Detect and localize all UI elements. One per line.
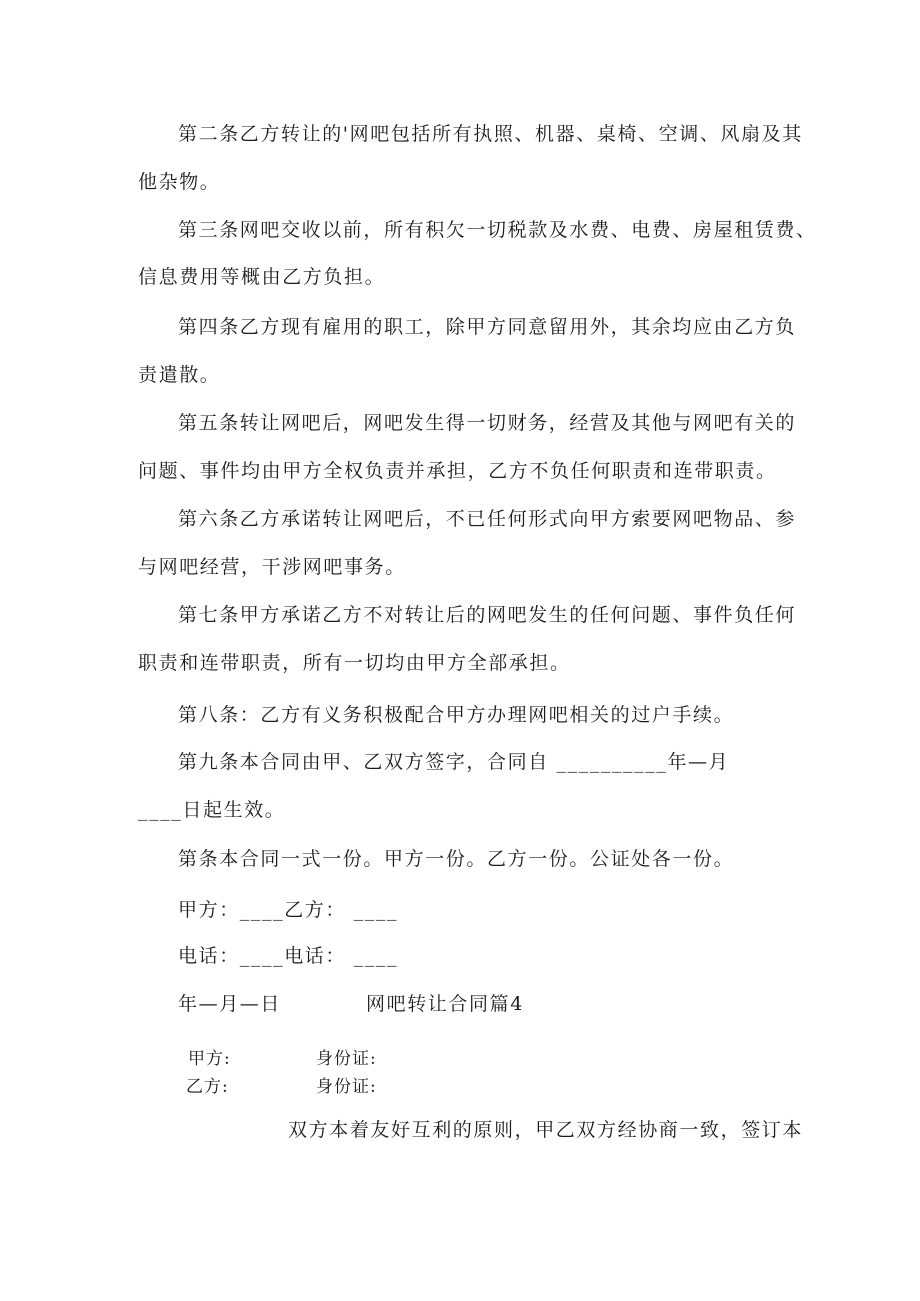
clause-8: 第八条：乙方有义务积极配合甲方办理网吧相关的过户手续。 — [178, 704, 735, 726]
date-line: 年—月—日 — [178, 993, 282, 1015]
clause-7-line-1: 第七条甲方承诺乙方不对转让后的网吧发生的任何问题、事件负任何 — [178, 604, 797, 626]
party-b-label: 乙方: — [186, 1077, 229, 1097]
clause-2-line-1: 第二条乙方转让的'网吧包括所有执照、机器、桌椅、空调、风扇及其 — [178, 123, 803, 145]
clause-copies: 第条本合同一式一份。甲方一份。乙方一份。公证处各一份。 — [178, 848, 735, 870]
section-title: 网吧转让合同篇4 — [366, 993, 524, 1015]
clause-9-line-2: ____日起生效。 — [138, 799, 286, 821]
clause-2-line-2: 他杂物。 — [138, 171, 221, 193]
clause-3-line-1: 第三条网吧交收以前，所有积欠一切税款及水费、电费、房屋租赁费、 — [178, 219, 817, 241]
clause-7-line-2: 职责和连带职责，所有一切均由甲方全部承担。 — [138, 652, 571, 674]
clause-9-line-1: 第九条本合同由甲、乙双方签字，合同自 __________年—月 — [178, 751, 730, 773]
clause-5-line-2: 问题、事件均由甲方全权负责并承担，乙方不负任何职责和连带职责。 — [138, 460, 777, 482]
party-a-id-label: 身份证: — [316, 1049, 377, 1069]
clause-4-line-2: 责遣散。 — [138, 364, 221, 386]
party-a-label: 甲方: — [188, 1049, 231, 1069]
clause-6-line-1: 第六条乙方承诺转让网吧后，不已任何形式向甲方索要网吧物品、参 — [178, 508, 797, 530]
party-signature-line: 甲方：____乙方： ____ — [178, 899, 399, 921]
clause-4-line-1: 第四条乙方现有雇用的职工，除甲方同意留用外，其余均应由乙方负 — [178, 316, 797, 338]
party-b-id-label: 身份证: — [316, 1077, 377, 1097]
clause-3-line-2: 信息费用等概由乙方负担。 — [138, 266, 386, 288]
clause-5-line-1: 第五条转让网吧后，网吧发生得一切财务，经营及其他与网吧有关的 — [178, 412, 797, 434]
phone-line: 电话：____电话： ____ — [178, 945, 399, 967]
preamble-line: 双方本着友好互利的原则，甲乙双方经协商一致，签订本 — [288, 1119, 804, 1141]
clause-6-line-2: 与网吧经营，干涉网吧事务。 — [138, 556, 406, 578]
